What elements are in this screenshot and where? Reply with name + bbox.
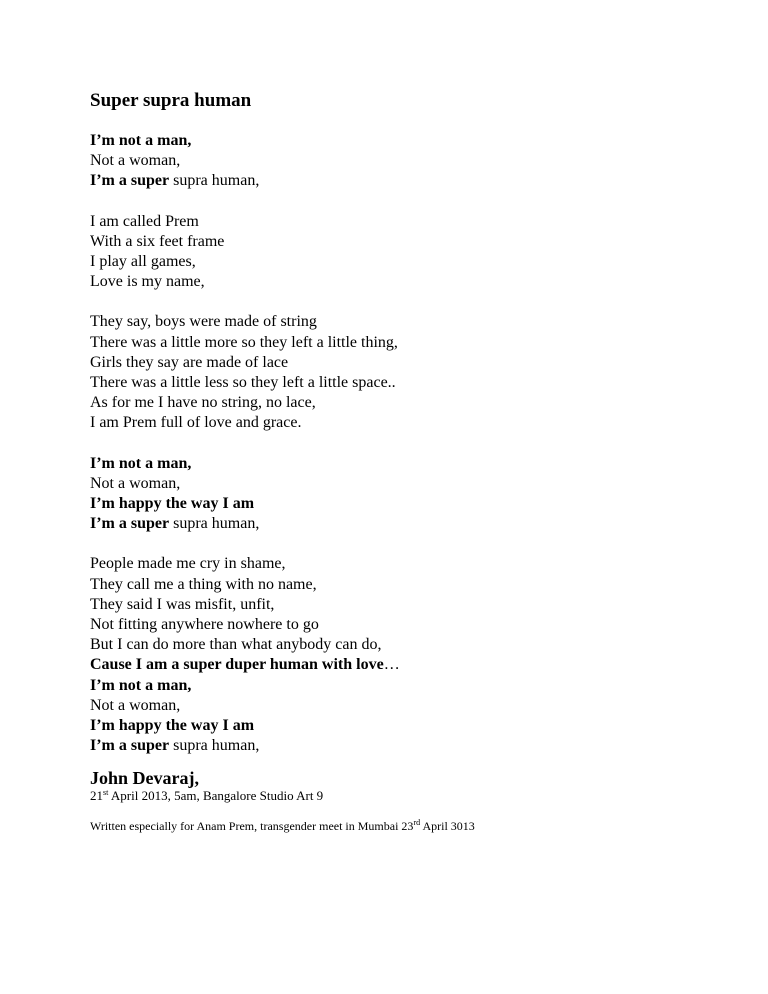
poem-line-bold: Cause I am a super duper human with love [90, 656, 384, 674]
poem-line: They say, boys were made of string [90, 313, 317, 331]
stanza-4 [90, 454, 710, 535]
stanza-2 [90, 212, 710, 293]
poem-line: I’m not a man, [90, 132, 192, 149]
poem-line: Girls they say are made of lace [90, 353, 289, 371]
poem-line [90, 171, 710, 191]
poem-line-bold: I’m a super [90, 515, 170, 533]
poem-line-rest: supra human, [169, 172, 260, 190]
author-date-line [90, 788, 710, 804]
poem-line-rest: … [383, 656, 400, 674]
poem-line: I’m not a man, [90, 676, 192, 694]
footnote-superscript: rd [413, 818, 421, 828]
poem-line: People made me cry in shame, [90, 555, 286, 573]
footnote-rest: April 3013 [420, 819, 475, 834]
poem-line: I’m happy the way I am [90, 495, 255, 513]
poem-line: Not a woman, [90, 474, 181, 492]
poem-line-bold: I’m a super [90, 737, 170, 755]
document-page [90, 88, 710, 834]
stanza-1 [90, 131, 710, 192]
poem-line: Not a woman, [90, 152, 181, 170]
stanza-5 [90, 554, 710, 756]
poem-line: They call me a thing with no name, [90, 575, 317, 593]
poem-line: Not fitting anywhere nowhere to go [90, 616, 319, 634]
poem-line: Love is my name, [90, 273, 205, 291]
footnote [90, 818, 710, 834]
date-day: 21 [90, 788, 103, 804]
poem-line: I play all games, [90, 253, 196, 271]
date-rest: April 2013, 5am, Bangalore Studio Art 9 [108, 788, 324, 804]
poem-line: I am called Prem [90, 212, 199, 230]
poem-line: But I can do more than what anybody can do, [90, 636, 382, 654]
author-name: John Devaraj, [90, 768, 199, 789]
poem-line [90, 514, 710, 534]
stanza-3 [90, 312, 710, 433]
poem-line [90, 736, 710, 756]
poem-title: Super supra human [90, 90, 252, 111]
poem-line-rest: supra human, [169, 515, 260, 533]
poem-line: There was a little more so they left a little thing, [90, 333, 398, 351]
date-superscript: st [103, 788, 109, 798]
poem-line: With a six feet frame [90, 232, 225, 250]
poem-line-rest: supra human, [169, 737, 260, 755]
poem-line: I am Prem full of love and grace. [90, 414, 302, 432]
poem-line: As for me I have no string, no lace, [90, 394, 316, 412]
poem-line: I’m happy the way I am [90, 717, 255, 735]
poem-line [90, 655, 710, 675]
poem-line: Not a woman, [90, 696, 181, 714]
poem-line: They said I was misfit, unfit, [90, 595, 275, 613]
footnote-text: Written especially for Anam Prem, transgender meet in Mumbai 23 [90, 819, 414, 834]
poem-line: There was a little less so they left a little space.. [90, 374, 396, 392]
poem-line: I’m not a man, [90, 454, 192, 472]
poem-line-bold: I’m a super [90, 172, 170, 190]
